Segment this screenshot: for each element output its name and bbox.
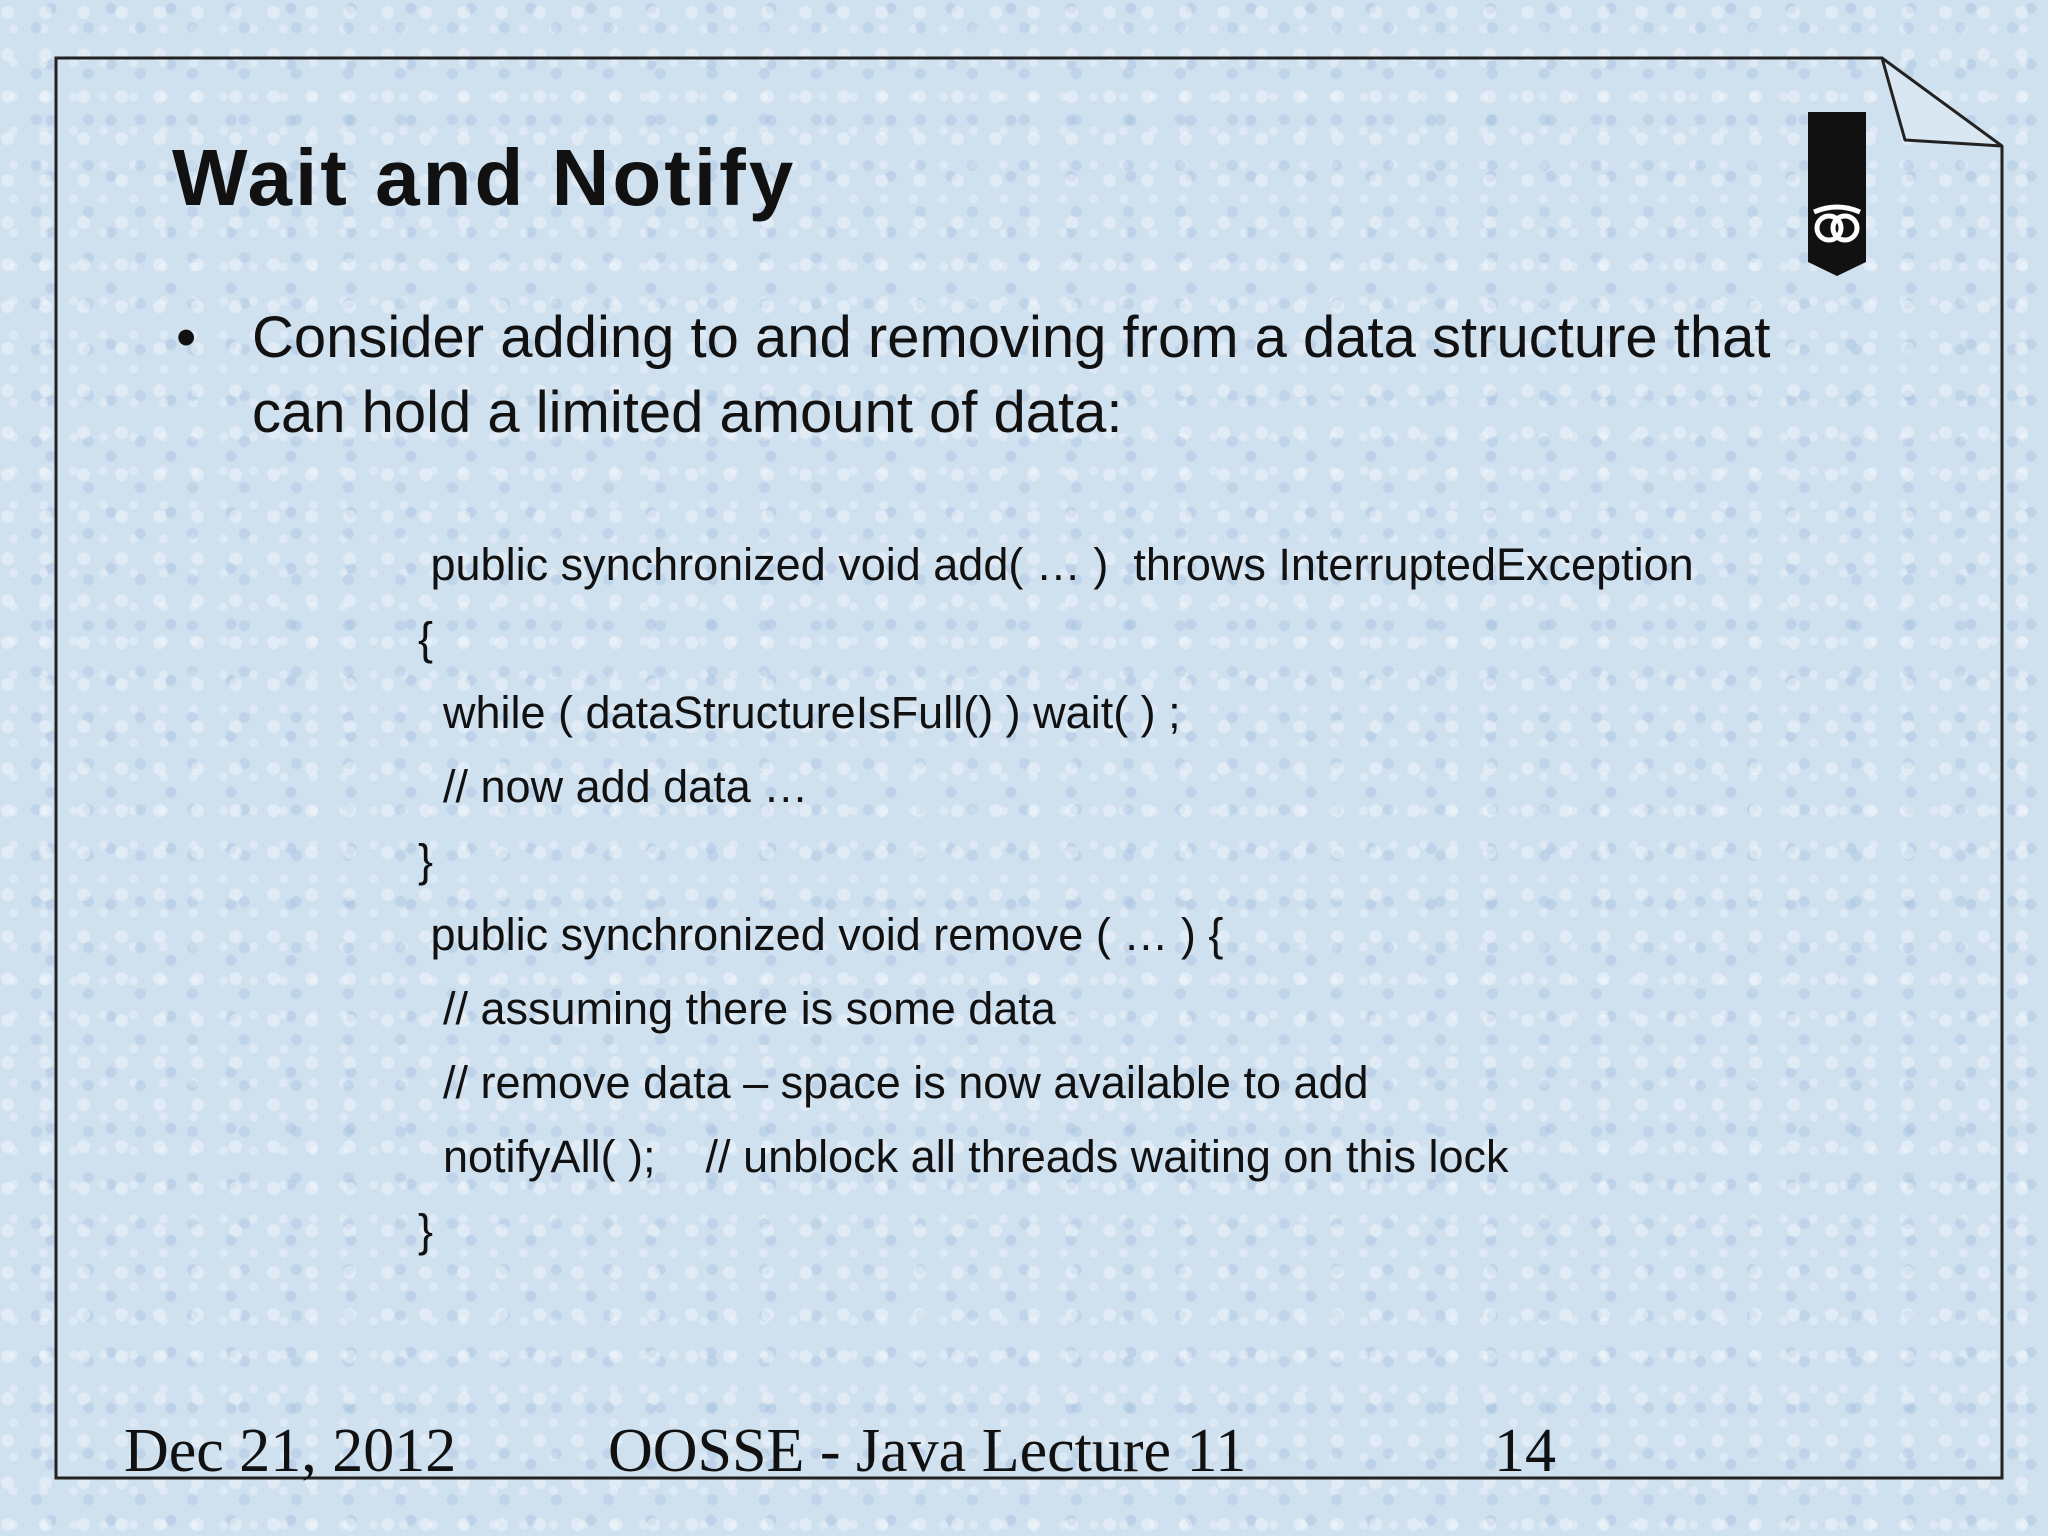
- code-line: notifyAll( ); // unblock all threads waiting on this lock: [418, 1131, 1509, 1182]
- code-line: public synchronized void add( … ) throws InterruptedException: [418, 539, 1694, 590]
- university-crest-icon: [1808, 112, 1866, 276]
- footer-page-number: 14: [1494, 1417, 1556, 1485]
- footer-date: Dec 21, 2012: [124, 1417, 457, 1485]
- code-line: public synchronized void remove ( … ) {: [418, 909, 1224, 960]
- footer-course: OOSSE - Java Lecture 11: [608, 1417, 1247, 1485]
- page-curl: [1882, 58, 2002, 146]
- bullet-symbol: •: [176, 305, 197, 370]
- code-line: while ( dataStructureIsFull() ) wait( ) ;: [418, 687, 1181, 738]
- code-line: {: [418, 613, 434, 664]
- code-line: }: [418, 835, 434, 886]
- bullet-text: Consider adding to and removing from a data structure that can hold a limited amount of data:: [252, 305, 1771, 445]
- code-line: // remove data – space is now available to add: [418, 1057, 1369, 1108]
- code-line: // now add data …: [418, 761, 809, 812]
- code-line: }: [418, 1205, 434, 1256]
- code-line: // assuming there is some data: [418, 983, 1056, 1034]
- slide-title: Wait and Notify: [172, 133, 797, 222]
- slide-border-frame: [56, 58, 2002, 1478]
